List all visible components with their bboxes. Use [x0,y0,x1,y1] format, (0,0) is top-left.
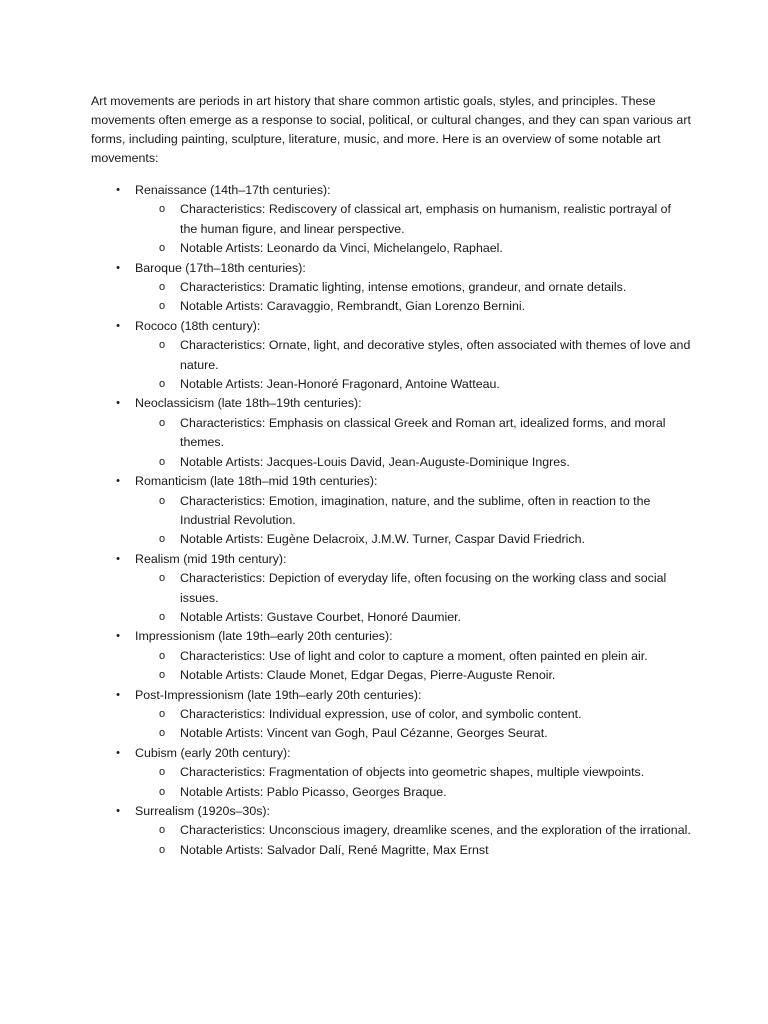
circle-bullet-icon: o [158,533,166,546]
list-item [135,841,691,860]
characteristics-text: Characteristics: Depiction of everyday life, often focusing on the working class and social issues. [180,571,667,605]
circle-bullet-icon: o [158,203,166,216]
list-item [135,375,691,394]
list-item [91,802,691,860]
bullet-icon: • [116,552,120,565]
list-item [91,686,691,744]
movement-title: Renaissance (14th–17th centuries): [135,183,331,197]
artists-text: Notable Artists: Caravaggio, Rembrandt, Gian Lorenzo Bernini. [180,299,526,314]
list-item [91,394,691,472]
detail-list [135,821,691,860]
movement-title: Post-Impressionism (late 19th–early 20th centuries): [135,687,422,702]
artists-text: Notable Artists: Gustave Courbet, Honoré Daumier. [180,609,461,624]
bullet-icon: • [116,746,120,759]
circle-bullet-icon: o [158,300,166,313]
characteristics-text: Characteristics: Unconscious imagery, dreamlike scenes, and the exploration of the irrational. [180,823,691,838]
characteristics-text: Characteristics: Emphasis on classical Greek and Roman art, idealized forms, and moral themes. [180,415,666,450]
detail-list [135,763,691,802]
characteristics-text: Characteristics: Ornate, light, and decorative styles, often associated with themes of love and nature. [180,338,691,372]
characteristics-text: Characteristics: Individual expression, use of color, and symbolic content. [180,706,582,721]
list-item [135,200,691,239]
bullet-icon: • [116,184,120,196]
movement-list [91,181,691,860]
list-item [135,666,691,685]
characteristics-text: Characteristics: Rediscovery of classical art, emphasis on humanism, realistic portrayal of the human figure, and linear perspective. [180,202,671,236]
movement-title: Romanticism (late 18th–mid 19th centuries): [135,474,378,489]
detail-list [135,414,691,472]
characteristics-text: Characteristics: Emotion, imagination, nature, and the sublime, often in reaction to the Industrial Revolution. [180,493,651,527]
bullet-icon: • [116,319,120,332]
document-page [91,92,691,860]
artists-text: Notable Artists: Eugène Delacroix, J.M.W. Turner, Caspar David Friedrich. [180,532,585,547]
detail-list [135,647,691,686]
detail-list [135,336,691,394]
bullet-icon: • [116,630,120,643]
list-item [91,181,691,259]
artists-text: Notable Artists: Pablo Picasso, Georges Braque. [180,784,447,799]
bullet-icon: • [116,397,120,410]
artists-text: Notable Artists: Jacques-Louis David, Jean-Auguste-Dominique Ingres. [180,454,570,469]
artists-text: Notable Artists: Leonardo da Vinci, Michelangelo, Raphael. [180,241,503,256]
artists-text: Notable Artists: Claude Monet, Edgar Degas, Pierre-Auguste Renoir. [180,668,556,683]
circle-bullet-icon: o [158,242,166,255]
detail-list [135,705,691,744]
movement-title: Impressionism (late 19th–early 20th centuries): [135,629,393,644]
list-item [91,627,691,685]
circle-bullet-icon: o [158,339,166,352]
movement-title: Cubism (early 20th century): [135,745,291,760]
list-item [135,297,691,316]
list-item [135,492,691,531]
detail-list [135,200,691,258]
list-item [135,783,691,802]
characteristics-text: Characteristics: Fragmentation of objects into geometric shapes, multiple viewpoints. [180,765,645,780]
movement-title: Surrealism (1920s–30s): [135,804,270,818]
movement-title: Baroque (17th–18th centuries): [135,260,306,275]
circle-bullet-icon: o [158,669,166,682]
circle-bullet-icon: o [158,572,166,585]
bullet-icon: • [116,688,120,701]
circle-bullet-icon: o [158,824,166,837]
detail-list [135,569,691,627]
list-item [135,414,691,453]
detail-list [135,492,691,550]
circle-bullet-icon: o [158,649,166,662]
list-item [91,744,691,802]
circle-bullet-icon: o [158,281,166,294]
circle-bullet-icon: o [158,378,166,391]
list-item [135,569,691,608]
list-item [135,821,691,840]
bullet-icon: • [116,475,120,488]
list-item [135,453,691,472]
movement-title: Rococo (18th century): [135,318,261,333]
list-item [91,317,691,395]
artists-text: Notable Artists: Jean-Honoré Fragonard, Antoine Watteau. [180,377,500,392]
list-item [135,530,691,549]
circle-bullet-icon: o [158,610,166,623]
intro-paragraph: Art movements are periods in art history that share common artistic goals, styles, and principles. These movements often emerge as a response to social, political, or cultural changes, and they can span various art forms, including painting, sculpture, literature, music, and more. Here is an overview of some notable art movements: [91,94,691,165]
bullet-icon: • [116,805,120,817]
list-item [135,608,691,627]
circle-bullet-icon: o [158,494,166,507]
movement-title: Neoclassicism (late 18th–19th centuries): [135,396,362,411]
list-item [91,259,691,317]
characteristics-text: Characteristics: Dramatic lighting, intense emotions, grandeur, and ornate details. [180,280,627,295]
detail-list [135,278,691,317]
movement-title: Realism (mid 19th century): [135,551,287,566]
list-item [91,472,691,550]
circle-bullet-icon: o [158,455,166,468]
circle-bullet-icon: o [158,416,166,429]
list-item [135,336,691,375]
characteristics-text: Characteristics: Use of light and color to capture a moment, often painted en plein air. [180,648,648,663]
artists-text: Notable Artists: Salvador Dalí, René Magritte, Max Ernst [180,842,489,857]
list-item [135,278,691,297]
list-item [135,724,691,743]
circle-bullet-icon: o [158,785,166,798]
list-item [135,763,691,782]
circle-bullet-icon: o [158,727,166,740]
circle-bullet-icon: o [158,707,166,720]
list-item [135,647,691,666]
circle-bullet-icon: o [158,766,166,779]
list-item [91,550,691,628]
list-item [135,239,691,258]
circle-bullet-icon: o [158,843,166,856]
bullet-icon: • [116,261,120,274]
list-item [135,705,691,724]
artists-text: Notable Artists: Vincent van Gogh, Paul Cézanne, Georges Seurat. [180,726,548,741]
